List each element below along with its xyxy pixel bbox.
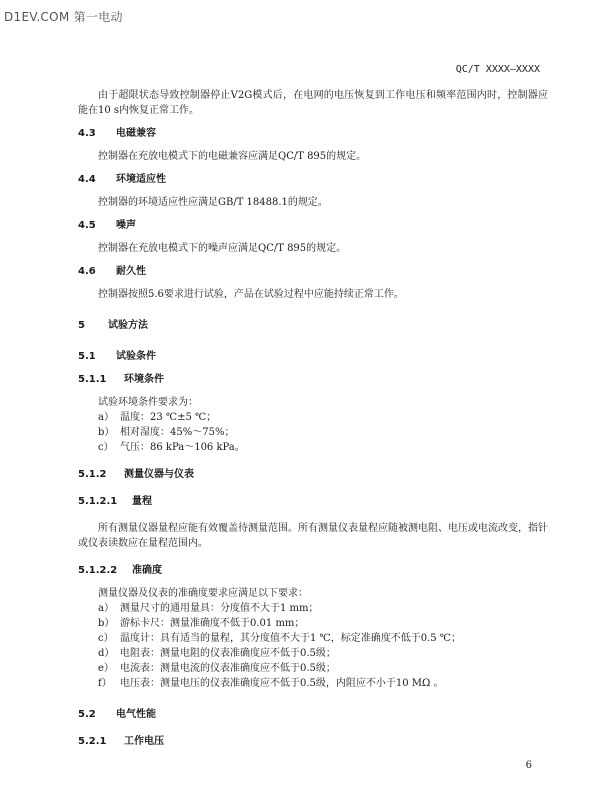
section-5-1-2-heading [78,467,548,482]
environment-conditions-list [78,410,548,455]
list-item [98,616,548,631]
document-body [78,88,548,749]
list-item [98,410,548,425]
list-item-text: 温度计：具有适当的量程，其分度值不大于1 ℃，标定准确度不低于0.5 ℃； [120,633,461,644]
section-4-3-text: 控制器在充放电模式下的电磁兼容应满足QC/T 895的规定。 [98,151,367,162]
section-number: 5.1.2.1 [78,496,118,507]
section-number: 4.6 [78,266,96,277]
list-item-text: 电压表：测量电压的仪表准确度应不低于0.5级，内阻应不小于10 MΩ 。 [120,678,444,689]
list-marker: a） [98,412,114,423]
section-title: 耐久性 [116,266,146,277]
section-4-4-text: 控制器的环境适应性应满足GB/T 18488.1的规定。 [98,197,328,208]
section-number: 5.1.2.2 [78,565,118,576]
section-title: 电气性能 [116,709,156,720]
section-number: 5.1.1 [78,374,107,385]
list-marker: a） [98,603,114,614]
document-code: QC/T XXXX—XXXX [455,64,540,75]
accuracy-requirements-list [78,601,548,691]
list-marker: c） [98,442,114,453]
section-title: 噪声 [116,220,136,231]
section-4-4-heading [78,172,548,187]
section-title: 试验条件 [116,351,156,362]
section-5-1-2-2-intro: 测量仪器及仪表的准确度要求应满足以下要求： [98,588,308,599]
section-4-6-text: 控制器按照5.6要求进行试验，产品在试验过程中应能持续正常工作。 [98,289,404,300]
list-item [98,440,548,455]
section-number: 5 [78,320,85,331]
section-title: 电磁兼容 [116,128,156,139]
section-title: 环境适应性 [116,174,166,185]
list-item [98,425,548,440]
list-marker: b） [98,427,115,438]
list-marker: e） [98,663,114,674]
site-watermark: D1EV.COM 第一电动 [4,10,123,24]
section-4-5-heading [78,218,548,233]
list-marker: f） [98,678,112,689]
section-title: 准确度 [132,565,162,576]
list-item-text: 游标卡尺：测量准确度不低于0.01 mm； [120,618,305,629]
list-item [98,676,548,691]
list-item-text: 相对湿度：45%～75%； [120,427,235,438]
section-title: 量程 [132,496,152,507]
section-number: 5.2 [78,709,96,720]
section-4-6-heading [78,264,548,279]
section-4-5-text: 控制器在充放电模式下的噪声应满足QC/T 895的规定。 [98,243,347,254]
section-5-heading [78,318,548,333]
list-item-text: 温度：23 ℃±5 ℃； [120,412,217,423]
section-5-2-heading [78,707,548,722]
list-item [98,631,548,646]
list-marker: c） [98,633,114,644]
section-number: 5.1.2 [78,469,107,480]
list-marker: d） [98,648,115,659]
section-5-1-1-heading [78,372,548,387]
section-5-1-2-1-heading [78,494,548,509]
section-5-1-1-intro: 试验环境条件要求为： [98,397,198,408]
section-5-1-2-2-heading [78,563,548,578]
list-item-text: 气压：86 kPa～106 kPa。 [120,442,245,453]
list-item [98,601,548,616]
page-number: 6 [525,760,532,771]
section-number: 4.3 [78,128,96,139]
section-title: 试验方法 [108,320,148,331]
list-item [98,661,548,676]
section-number: 4.5 [78,220,96,231]
section-4-3-heading [78,126,548,141]
section-title: 工作电压 [124,736,164,747]
section-title: 环境条件 [124,374,164,385]
section-5-1-2-1-text: 所有测量仪器量程应能有效覆盖待测量范围。所有测量仪表量程应随被测电阻、电压或电流改变，指针或仪表读数应在量程范围内。 [78,523,548,549]
section-5-2-1-heading [78,734,548,749]
section-number: 5.1 [78,351,96,362]
section-5-1-heading [78,349,548,364]
list-item-text: 测量尺寸的通用量具：分度值不大于1 mm； [120,603,319,614]
list-item-text: 电流表：测量电流的仪表准确度应不低于0.5级； [120,663,336,674]
list-marker: b） [98,618,115,629]
section-number: 4.4 [78,174,96,185]
list-item [98,646,548,661]
intro-paragraph: 由于超限状态导致控制器停止V2G模式后，在电网的电压恢复到工作电压和频率范围内时，控制器应能在10 s内恢复正常工作。 [78,90,548,116]
section-number: 5.2.1 [78,736,107,747]
section-title: 测量仪器与仪表 [124,469,194,480]
list-item-text: 电阻表：测量电阻的仪表准确度应不低于0.5级； [120,648,336,659]
